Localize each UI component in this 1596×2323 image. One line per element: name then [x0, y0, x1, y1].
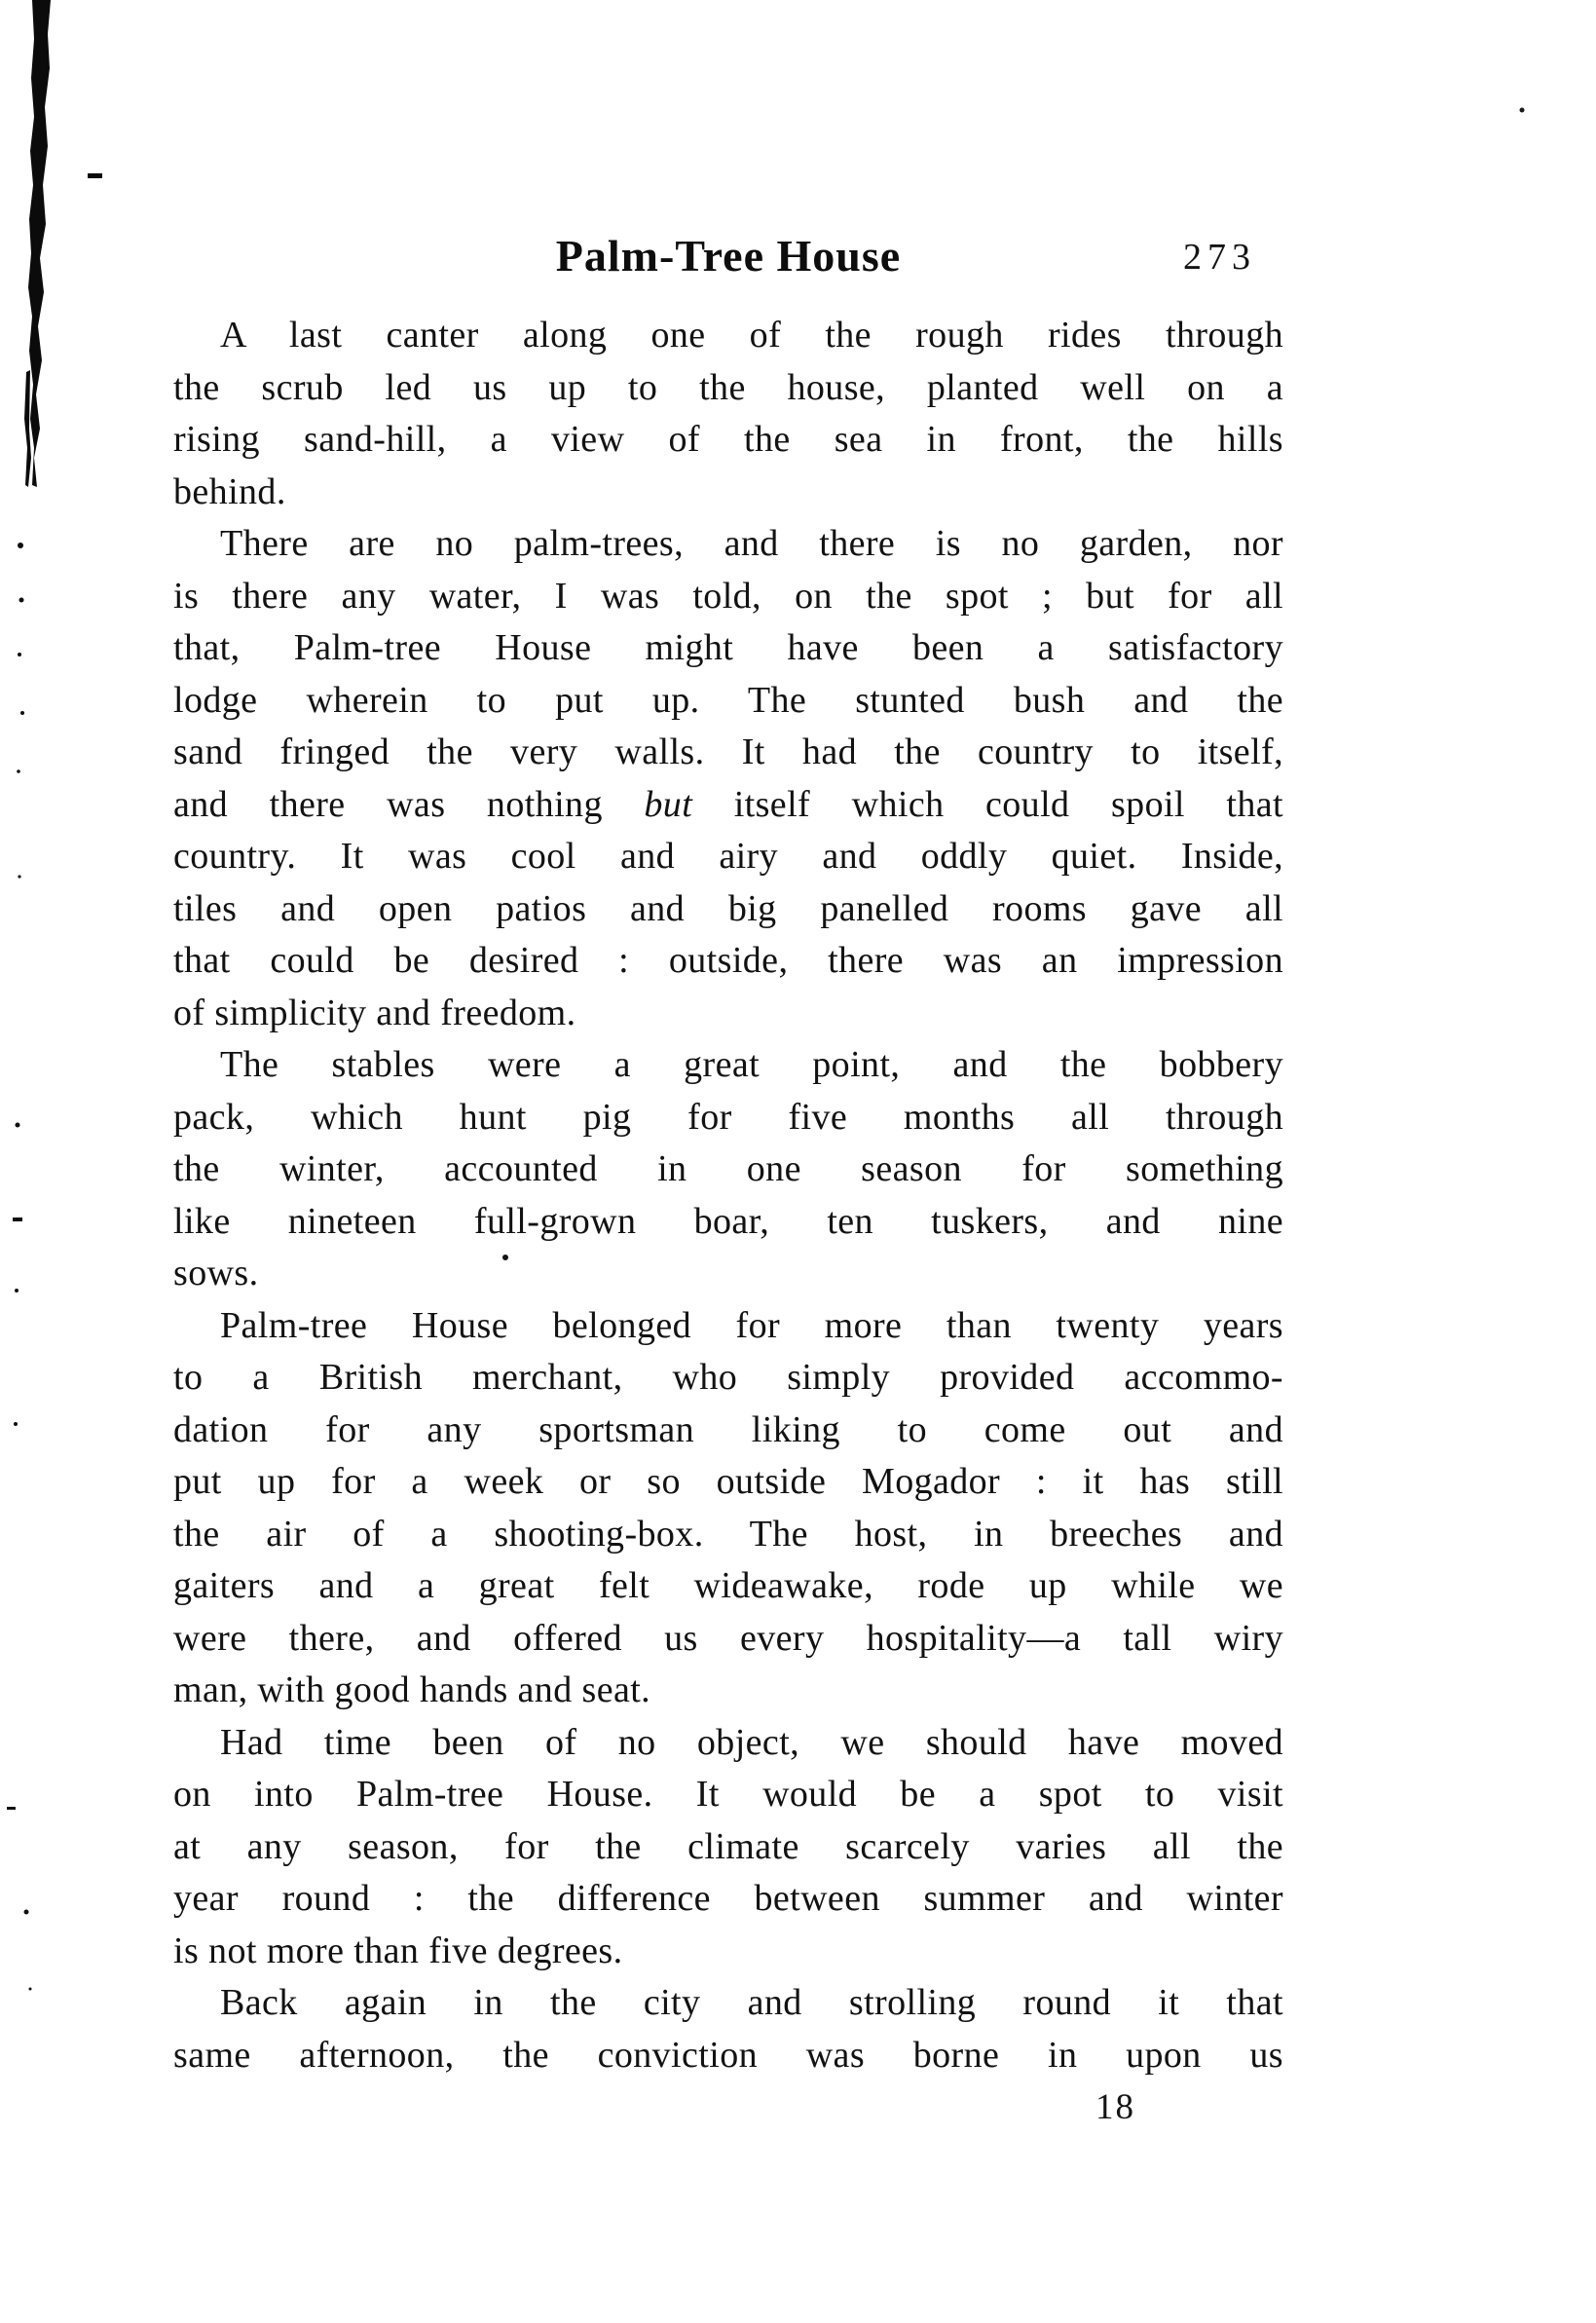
text-line [173, 1769, 1283, 1821]
text-run: behind. [173, 470, 286, 512]
text-run: on into Palm-tree House. It would be a spot to visit [173, 1774, 1283, 1815]
text-line [173, 779, 1283, 832]
page-title: Palm-Tree House [555, 231, 902, 281]
text-line [173, 727, 1283, 779]
text-run: were there, and offered us every hospitality—a tall wiry [173, 1617, 1283, 1659]
text-line [173, 1613, 1283, 1666]
text-run: dation for any sportsman liking to come out and [173, 1408, 1283, 1450]
text-line [173, 1092, 1283, 1144]
text-line [173, 1665, 1283, 1717]
italic-text-run: but [644, 783, 693, 825]
text-run: that, Palm-tree House might have been a satisfactory [173, 627, 1283, 668]
text-line [173, 571, 1283, 623]
text-line [173, 1977, 1283, 2030]
text-block [173, 310, 1283, 2134]
text-line [173, 831, 1283, 883]
text-run: man, with good hands and seat. [173, 1669, 651, 1710]
text-line [173, 1926, 1283, 1978]
text-run: to a British merchant, who simply provided accommo- [173, 1357, 1283, 1398]
text-line [173, 1821, 1283, 1874]
signature-mark: 18 [1095, 2087, 1135, 2127]
text-run: is there any water, I was told, on the spot ; but for all [173, 575, 1283, 617]
text-line [173, 988, 1283, 1040]
text-run: Had time been of no object, we should have moved [220, 1721, 1283, 1763]
text-line [173, 1196, 1283, 1249]
text-run: year round : the difference between summer and winter [173, 1878, 1283, 1919]
text-line [173, 935, 1283, 988]
text-run: same afternoon, the conviction was borne in upon us [173, 2034, 1283, 2076]
text-run: the air of a shooting-box. The host, in breeches and [173, 1513, 1283, 1555]
text-run: like nineteen full-grown boar, ten tuskers, and nine [173, 1200, 1283, 1242]
text-run: There are no palm-trees, and there is no garden, nor [220, 523, 1283, 564]
text-line [173, 1039, 1283, 1092]
text-line [173, 1509, 1283, 1561]
text-run: of simplicity and freedom. [173, 992, 576, 1033]
text-run: rising sand-hill, a view of the sea in front, the hills [173, 419, 1283, 460]
text-line [173, 1456, 1283, 1509]
text-line [173, 362, 1283, 415]
text-line [173, 414, 1283, 467]
text-run: is not more than five degrees. [173, 1930, 623, 1971]
text-run: country. It was cool and airy and oddly quiet. Inside, [173, 836, 1283, 877]
text-run: gaiters and a great felt wideawake, rode up while we [173, 1565, 1283, 1606]
text-run: The stables were a great point, and the bobbery [220, 1044, 1283, 1085]
text-line [173, 310, 1283, 362]
text-run: tiles and open patios and big panelled rooms gave all [173, 887, 1283, 929]
text-run: the winter, accounted in one season for something [173, 1148, 1283, 1189]
text-line [173, 622, 1283, 675]
page-header [173, 230, 1283, 284]
text-line [173, 1405, 1283, 1457]
text-run: Back again in the city and strolling round it that [220, 1982, 1283, 2023]
text-run: the scrub led us up to the house, planted well on a [173, 366, 1283, 408]
text-run: and there was nothing [173, 783, 645, 825]
page-number: 273 [1183, 237, 1256, 278]
text-line [173, 518, 1283, 571]
text-run: sows. [173, 1253, 259, 1293]
text-line [173, 1248, 1283, 1300]
text-line [173, 1560, 1283, 1613]
text-run: lodge wherein to put up. The stunted bush and the [173, 679, 1283, 721]
text-run: at any season, for the climate scarcely varies all the [173, 1825, 1283, 1867]
text-run: sand fringed the very walls. It had the country to itself, [173, 731, 1283, 772]
text-run: put up for a week or so outside Mogador : it has still [173, 1461, 1283, 1502]
text-line [173, 1873, 1283, 1926]
text-run: that could be desired : outside, there was an impression [173, 940, 1283, 981]
text-line [173, 1352, 1283, 1405]
text-line [173, 1717, 1283, 1770]
text-line [173, 675, 1283, 728]
text-run: Palm-tree House belonged for more than twenty years [220, 1304, 1283, 1346]
text-line [173, 883, 1283, 936]
text-run: pack, which hunt pig for five months all through [173, 1096, 1283, 1138]
text-line [173, 1300, 1283, 1353]
text-line [173, 2030, 1283, 2082]
text-run: itself which could spoil that [692, 783, 1284, 825]
text-line [173, 1143, 1283, 1196]
text-line [173, 467, 1283, 519]
text-run: A last canter along one of the rough rides through [220, 315, 1283, 356]
